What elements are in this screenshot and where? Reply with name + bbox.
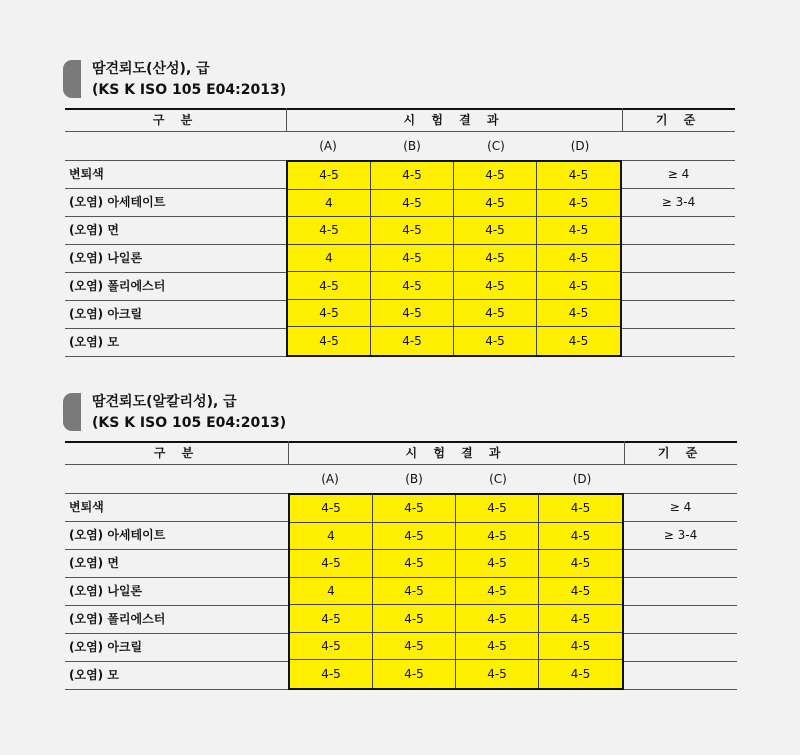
result-cell: 4-5 [537,162,620,190]
result-cell: 4-5 [371,162,454,190]
header-standard: 기 준 [655,113,702,127]
row-standard [622,272,735,300]
result-cell: 4-5 [456,605,539,633]
result-cell: 4-5 [373,605,456,633]
result-cell: 4-5 [539,523,622,551]
result-cell: 4-5 [288,217,371,245]
row-standard: ≥ 4 [669,500,692,514]
row-label: (오염) 나일론 [69,584,143,598]
result-cell: 4-5 [456,550,539,578]
column-header-3: (D) [572,472,592,486]
header-results: 시 험 결 과 [405,446,507,460]
result-cell: 4-5 [539,495,622,523]
column-header-3: (D) [570,139,590,153]
result-cell: 4-5 [290,660,373,688]
row-label: (오염) 면 [69,556,119,570]
row-label: (오염) 모 [69,668,119,682]
row-standard [624,633,737,661]
result-cell: 4-5 [539,550,622,578]
column-header-0: (A) [321,472,339,486]
result-cell: 4-5 [371,300,454,328]
section-marker-icon [63,60,81,98]
result-cell: 4-5 [288,162,371,190]
result-cell: 4-5 [454,190,537,218]
result-cell: 4-5 [539,578,622,606]
header-standard: 기 준 [657,446,704,460]
result-cell: 4-5 [290,495,373,523]
row-standard [622,216,735,244]
result-cell: 4-5 [373,550,456,578]
row-standard: ≥ 3-4 [661,195,696,209]
result-cell: 4 [290,523,373,551]
section-title: 땀견뢰도(알칼리성), 급 [92,394,237,410]
table-section-0 [0,58,800,368]
result-cell: 4-5 [373,495,456,523]
result-cell: 4-5 [537,272,620,300]
row-label: (오염) 폴리에스터 [69,612,166,626]
row-label: (오염) 모 [69,335,119,349]
result-cell: 4-5 [373,660,456,688]
row-standard: ≥ 4 [667,167,690,181]
header-results: 시 험 결 과 [403,113,505,127]
result-cell: 4-5 [537,300,620,328]
row-standard [622,328,735,356]
result-cell: 4-5 [371,272,454,300]
result-cell: 4-5 [537,190,620,218]
row-label: (오염) 아크릴 [69,307,143,321]
section-marker-icon [63,393,81,431]
column-header-2: (C) [487,139,505,153]
row-label: (오염) 면 [69,223,119,237]
result-cell: 4 [290,578,373,606]
result-cell: 4-5 [537,217,620,245]
results-grid [286,160,622,357]
row-label: (오염) 폴리에스터 [69,279,166,293]
row-standard [624,549,737,577]
result-cell: 4-5 [288,300,371,328]
result-cell: 4-5 [456,633,539,661]
header-category: 구 분 [153,446,200,460]
row-label: (오염) 아세테이트 [69,195,166,209]
row-standard [622,300,735,328]
result-cell: 4-5 [373,578,456,606]
result-cell: 4-5 [539,633,622,661]
row-standard [624,661,737,689]
result-cell: 4-5 [454,217,537,245]
result-cell: 4-5 [288,272,371,300]
result-cell: 4-5 [454,300,537,328]
row-standard: ≥ 3-4 [663,528,698,542]
result-cell: 4-5 [371,245,454,273]
result-cell: 4-5 [539,605,622,633]
column-header-2: (C) [489,472,507,486]
row-label: (오염) 아세테이트 [69,528,166,542]
section-standard-ref: (KS K ISO 105 E04:2013) [92,415,287,431]
result-cell: 4-5 [373,523,456,551]
column-header-1: (B) [405,472,423,486]
result-cell: 4-5 [290,605,373,633]
table-section-1 [0,391,800,701]
result-cell: 4-5 [570,667,591,682]
result-cell: 4-5 [371,190,454,218]
result-cell: 4-5 [373,633,456,661]
result-cell: 4-5 [371,217,454,245]
section-standard-ref: (KS K ISO 105 E04:2013) [92,82,287,98]
row-standard [622,244,735,272]
row-label: 변퇴색 [69,167,104,181]
result-cell: 4-5 [456,660,539,688]
header-category: 구 분 [152,113,199,127]
result-cell: 4-5 [288,327,371,355]
result-cell: 4-5 [454,245,537,273]
result-cell: 4-5 [290,550,373,578]
results-grid [288,493,624,690]
result-cell: 4-5 [454,272,537,300]
row-label: 변퇴색 [69,500,104,514]
row-standard [624,577,737,605]
result-cell: 4-5 [454,327,537,355]
section-title: 땀견뢰도(산성), 급 [92,61,210,77]
result-cell: 4 [288,245,371,273]
result-cell: 4-5 [568,334,589,349]
column-header-1: (B) [403,139,421,153]
row-label: (오염) 아크릴 [69,640,143,654]
row-label: (오염) 나일론 [69,251,143,265]
result-cell: 4 [288,190,371,218]
result-cell: 4-5 [456,578,539,606]
result-cell: 4-5 [454,162,537,190]
result-cell: 4-5 [456,495,539,523]
column-header-0: (A) [319,139,337,153]
result-cell: 4-5 [456,523,539,551]
result-cell: 4-5 [537,245,620,273]
result-cell: 4-5 [290,633,373,661]
row-standard [624,605,737,633]
result-cell: 4-5 [371,327,454,355]
